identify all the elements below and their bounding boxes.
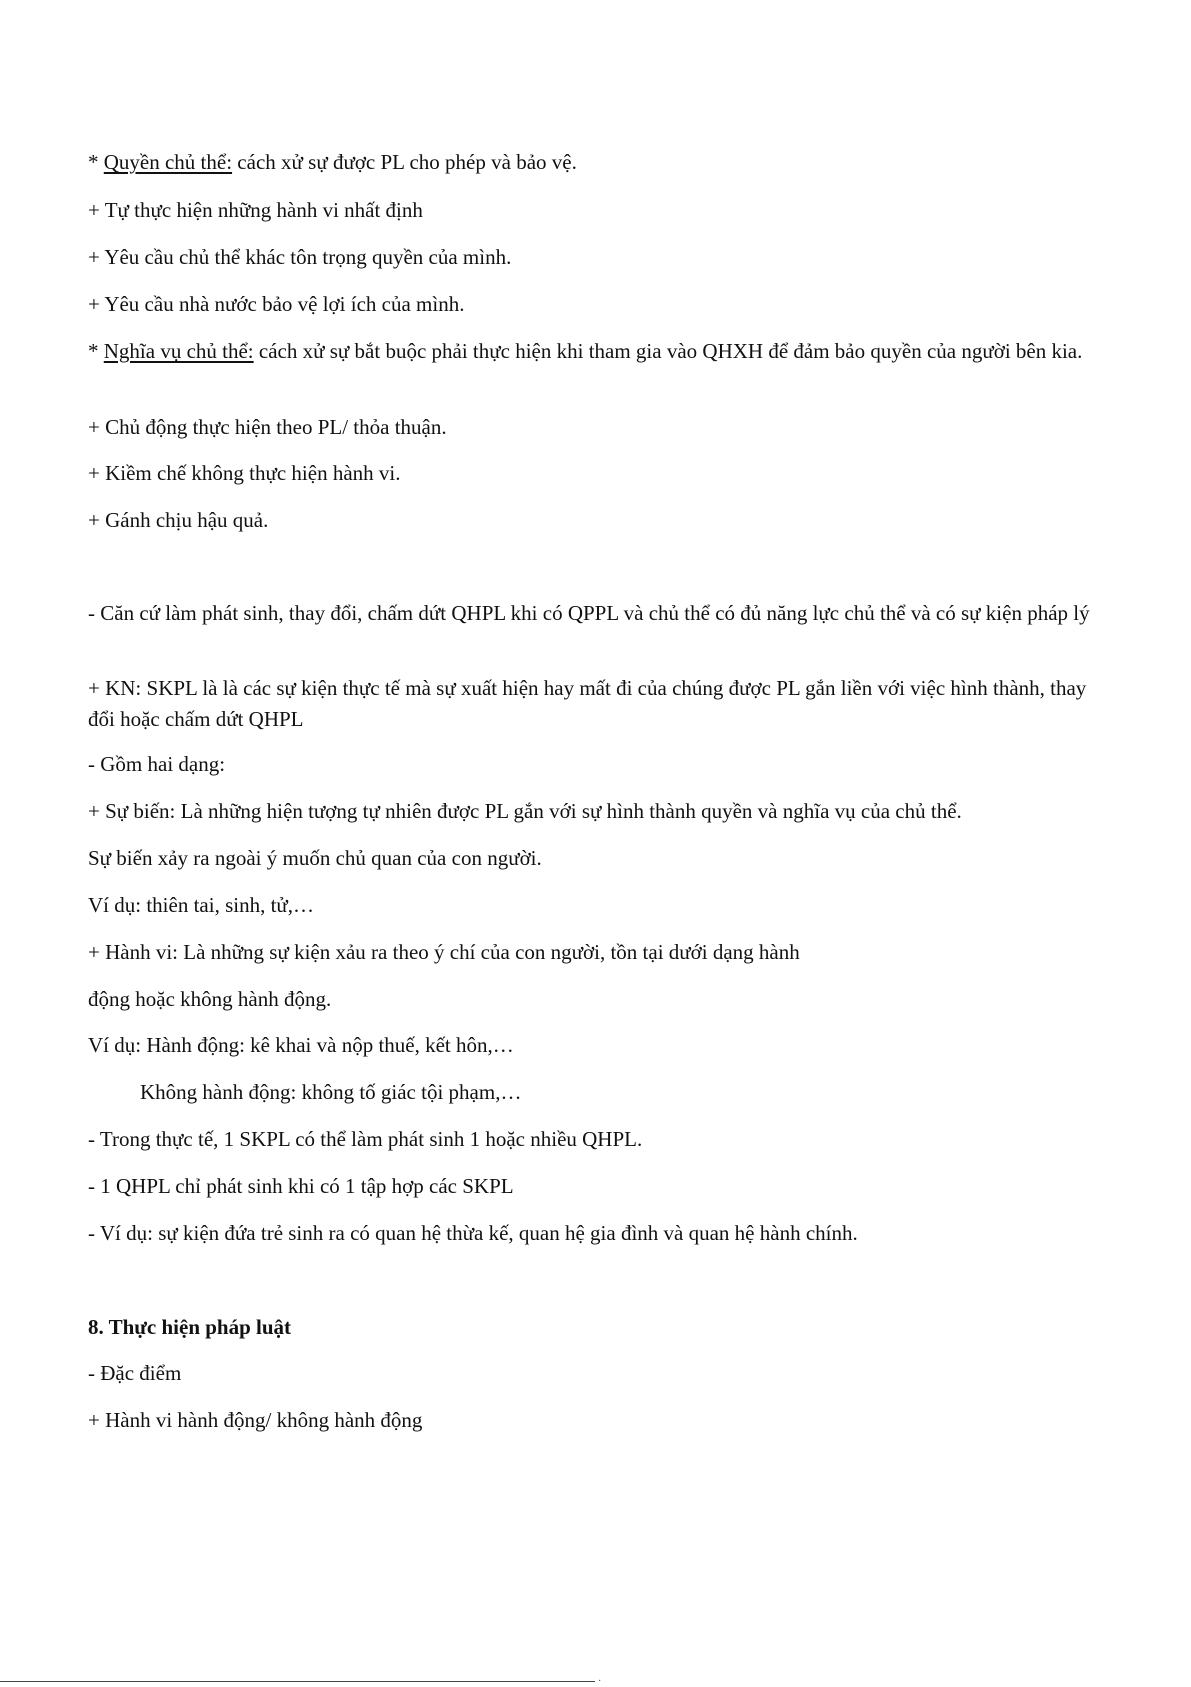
paragraph-line: + Chủ động thực hiện theo PL/ thỏa thuận.: [88, 415, 447, 439]
paragraph-line: - Gồm hai dạng:: [88, 752, 226, 776]
paragraph-line: + Sự biến: Là những hiện tượng tự nhiên được PL gắn với sự hình thành quyền và nghĩa vụ của chủ thể.: [88, 799, 962, 823]
term-underlined: Nghĩa vụ chủ thể:: [103, 339, 254, 363]
paragraph-line: động hoặc không hành động.: [88, 987, 332, 1011]
paragraph-line: + Yêu cầu chủ thể khác tôn trọng quyền của mình.: [88, 245, 512, 269]
paragraph-line: + Yêu cầu nhà nước bảo vệ lợi ích của mình.: [88, 292, 465, 316]
page-bottom-divider: [0, 1681, 595, 1682]
paragraph-line: + Hành vi hành động/ không hành động: [88, 1408, 423, 1432]
paragraph-line: - Căn cứ làm phát sinh, thay đổi, chấm dứt QHPL khi có QPPL và chủ thể có đủ năng lực chủ thể và có sự kiện pháp lý: [88, 601, 1090, 625]
paragraph-text: cách xử sự bắt buộc phải thực hiện khi tham gia vào QHXH để đảm bảo quyền của người bên kia.: [253, 339, 1083, 363]
paragraph-quyen-chu-the: [88, 147, 1118, 178]
term-underlined: Quyền chủ thể:: [103, 150, 233, 174]
paragraph-line: - Trong thực tế, 1 SKPL có thể làm phát sinh 1 hoặc nhiều QHPL.: [88, 1127, 643, 1151]
paragraph-line: + KN: SKPL là là các sự kiện thực tế mà sự xuất hiện hay mất đi của chúng được PL gắn liền với việc hình thành, thay đổi hoặc chấm dứt QHPL: [88, 676, 1087, 731]
paragraph-line: + Kiềm chế không thực hiện hành vi.: [88, 461, 401, 485]
divider-end-mark: ·: [598, 1676, 602, 1687]
paragraph-line: - Ví dụ: sự kiện đứa trẻ sinh ra có quan hệ thừa kế, quan hệ gia đình và quan hệ hành chính.: [88, 1221, 858, 1245]
paragraph-line: Ví dụ: Hành động: kê khai và nộp thuế, kết hôn,…: [88, 1033, 514, 1057]
paragraph-line: + Gánh chịu hậu quả.: [88, 508, 269, 532]
section-heading: 8. Thực hiện pháp luật: [88, 1315, 292, 1339]
bullet-prefix: *: [88, 339, 104, 363]
paragraph-line: + Hành vi: Là những sự kiện xảu ra theo ý chí của con người, tồn tại dưới dạng hành: [88, 940, 800, 964]
paragraph-text: cách xử sự được PL cho phép và bảo vệ.: [232, 150, 577, 174]
paragraph-line-indented: Không hành động: không tố giác tội phạm,…: [140, 1080, 522, 1104]
paragraph-line: Ví dụ: thiên tai, sinh, tử,…: [88, 893, 315, 917]
paragraph-nghia-vu-chu-the: [88, 336, 1118, 367]
paragraph-line: + Tự thực hiện những hành vi nhất định: [88, 198, 423, 222]
paragraph-line: Sự biến xảy ra ngoài ý muốn chủ quan của con người.: [88, 846, 542, 870]
paragraph-line: - 1 QHPL chỉ phát sinh khi có 1 tập hợp các SKPL: [88, 1174, 514, 1198]
paragraph-line: - Đặc điểm: [88, 1361, 182, 1385]
bullet-prefix: *: [88, 150, 104, 174]
